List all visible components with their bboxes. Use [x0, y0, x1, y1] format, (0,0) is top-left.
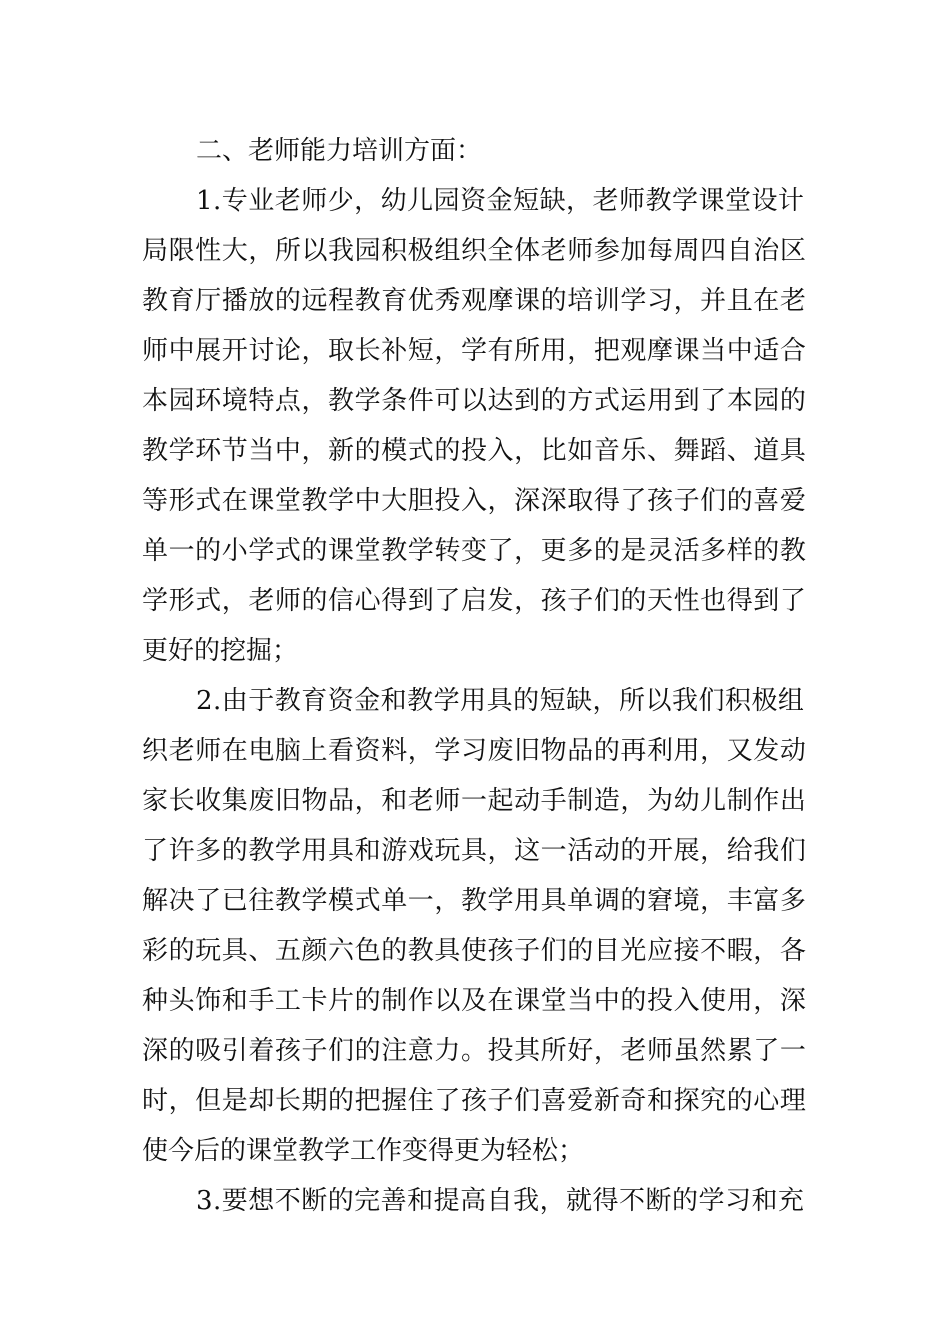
text-line: 彩 的 玩 具 、 五 颜 六 色 的 教 具 使 孩 子 们 的 目 光 应 接 不 暇 ， 各 [142, 936, 806, 966]
paragraph-3-start: 3 . 要 想 不 断 的 完 善 和 提 高 自 我 ， 就 得 不 断 的 学 习 和 充 [196, 1186, 804, 1216]
paragraph-line [0, 681, 950, 721]
text-line: 师 中 展 开 讨 论 ， 取 长 补 短 ， 学 有 所 用 ， 把 观 摩 课 当 中 适 合 [142, 336, 806, 366]
section-heading [0, 131, 950, 171]
text-line: 本 园 环 境 特 点 ， 教 学 条 件 可 以 达 到 的 方 式 运 用 到 了 本 园 的 [142, 386, 806, 416]
paragraph-line [0, 1181, 950, 1221]
paragraph-line [0, 981, 950, 1021]
paragraph-line [0, 581, 950, 621]
text-line: 等 形 式 在 课 堂 教 学 中 大 胆 投 入 ， 深 深 取 得 了 孩 子 们 的 喜 爱 [142, 486, 806, 516]
paragraph-line [0, 631, 950, 671]
text-line: 教 学 环 节 当 中 ， 新 的 模 式 的 投 入 ， 比 如 音 乐 、 舞 蹈 、 道 具 [142, 436, 806, 466]
paragraph-line [0, 1031, 950, 1071]
paragraph-line [0, 1131, 950, 1171]
text-line: 教 育 厅 播 放 的 远 程 教 育 优 秀 观 摩 课 的 培 训 学 习 ， 并 且 在 老 [142, 286, 806, 316]
text-line: 深 的 吸 引 着 孩 子 们 的 注 意 力 。 投 其 所 好 ， 老 师 虽 然 累 了 一 [142, 1036, 806, 1066]
text-line: 学 形 式 ， 老 师 的 信 心 得 到 了 启 发 ， 孩 子 们 的 天 性 也 得 到 了 [142, 586, 806, 616]
paragraph-line [0, 1081, 950, 1121]
text-line: 解 决 了 已 往 教 学 模 式 单 一 ， 教 学 用 具 单 调 的 窘 境 ， 丰 富 多 [142, 886, 806, 916]
paragraph-2-start: 2 . 由 于 教 育 资 金 和 教 学 用 具 的 短 缺 ， 所 以 我 们 积 极 组 [196, 686, 804, 716]
text-line: 了 许 多 的 教 学 用 具 和 游 戏 玩 具 ， 这 一 活 动 的 开 展 ， 给 我 们 [142, 836, 806, 866]
paragraph-line [0, 281, 950, 321]
paragraph-line [0, 931, 950, 971]
paragraph-line [0, 831, 950, 871]
text-line: 织 老 师 在 电 脑 上 看 资 料 ， 学 习 废 旧 物 品 的 再 利 用 ， 又 发 动 [142, 736, 806, 766]
paragraph-line [0, 881, 950, 921]
paragraph-line [0, 381, 950, 421]
paragraph-line [0, 781, 950, 821]
paragraph-line [0, 181, 950, 221]
text-line: 局 限 性 大 ， 所 以 我 园 积 极 组 织 全 体 老 师 参 加 每 周 四 自 治 区 [142, 236, 806, 266]
text-line: 单 一 的 小 学 式 的 课 堂 教 学 转 变 了 ， 更 多 的 是 灵 活 多 样 的 教 [142, 536, 806, 566]
text-line: 种 头 饰 和 手 工 卡 片 的 制 作 以 及 在 课 堂 当 中 的 投 入 使 用 ， 深 [142, 986, 806, 1016]
paragraph-line [0, 431, 950, 471]
text-line: 家 长 收 集 废 旧 物 品 ， 和 老 师 一 起 动 手 制 造 ， 为 幼 儿 制 作 出 [142, 786, 806, 816]
paragraph-line [0, 731, 950, 771]
paragraph-line [0, 481, 950, 521]
paragraph-2-end: 使今后的课堂教学工作变得更为轻松； [142, 1136, 585, 1166]
text-line: 时 ， 但 是 却 长 期 的 把 握 住 了 孩 子 们 喜 爱 新 奇 和 探 究 的 心 理 [142, 1086, 806, 1116]
paragraph-line [0, 531, 950, 571]
paragraph-1-start: 1 . 专 业 老 师 少 ， 幼 儿 园 资 金 短 缺 ， 老 师 教 学 课 堂 设 计 [196, 186, 804, 216]
heading-text: 二、老师能力培训方面： [196, 136, 483, 166]
paragraph-line [0, 331, 950, 371]
paragraph-1-end: 更好的挖掘； [142, 636, 299, 666]
paragraph-line [0, 231, 950, 271]
